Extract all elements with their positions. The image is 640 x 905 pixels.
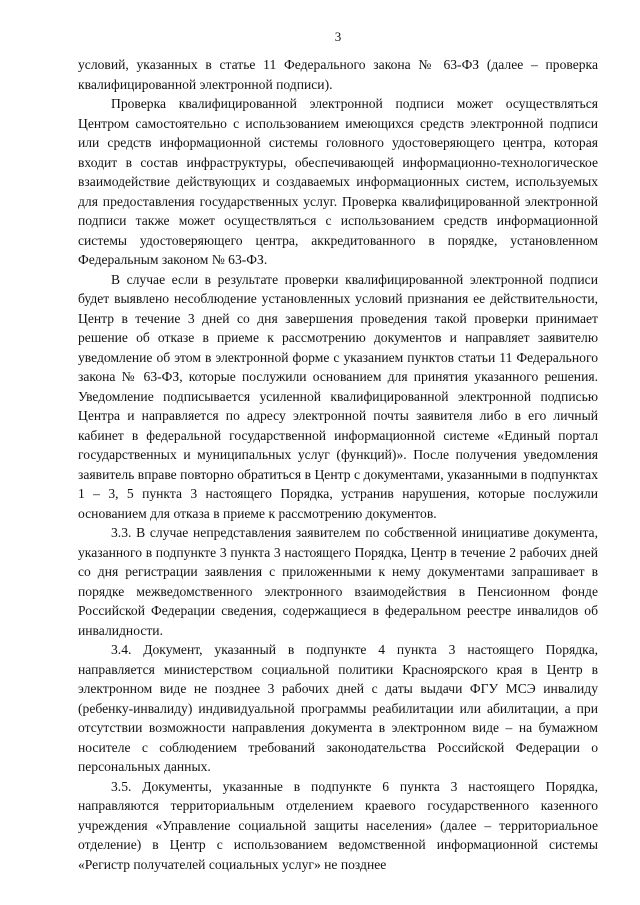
paragraph-3-4: 3.4. Документ, указанный в подпункте 4 пункта 3 настоящего Порядка, направляется министерством социальной политики Красноярского края в Центр в электронном виде не позднее 3 рабочих дней с даты выдачи ФГУ МСЭ инвалиду (ребенку-инвалиду) индивидуальной программы реабилитации или абилитации, а при отсутствии возможности направления документа в электронном виде – на бумажном носителе с соблюдением требований законодательства Российской Федерации о персональных данных. [78, 642, 598, 774]
paragraph-verification-failure: В случае если в результате проверки квалифицированной электронной подписи будет выявлено несоблюдение установленных условий признания ее действительности, Центр в течение 3 дней со дня завершения проведения такой проверки принимает решение об отказе в приеме к рассмотрению документов и направляет заявителю уведомление об этом в электронной форме с указанием пунктов статьи 11 Федерального закона № 63-ФЗ, которые послужили основанием для принятия указанного решения. Уведомление подписывается усиленной квалифицированной электронной подписью Центра и направляется по адресу электронной почты заявителя либо в его личный кабинет в федеральной государственной информационной системе «Единый портал государственных и муниципальных услуг (функций)». После получения уведомления заявитель вправе повторно обратиться в Центр с документами, указанными в подпунктах 1 – 3, 5 пункта 3 настоящего Порядка, устранив нарушения, которые послужили основанием для отказа в приеме к рассмотрению документов. [78, 271, 598, 521]
paragraph-continuation: условий, указанных в статье 11 Федерального закона № 63-ФЗ (далее – проверка квалифицированной электронной подписи). [78, 57, 598, 92]
paragraph-signature-verification: Проверка квалифицированной электронной подписи может осуществляться Центром самостоятельно с использованием имеющихся средств электронной подписи или средств информационной системы головного удостоверяющего центра, которая входит в состав инфраструктуры, обеспечивающей информационно-технологическое взаимодействие действующих и создаваемых информационных систем, используемых для предоставления государственных услуг. Проверка квалифицированной электронной подписи также может осуществляться с использованием средств информационной системы удостоверяющего центра, аккредитованного в порядке, установленном Федеральным законом № 63-ФЗ. [78, 96, 598, 267]
document-body [78, 55, 598, 874]
page-number: 3 [334, 29, 342, 44]
paragraph-3-3: 3.3. В случае непредставления заявителем по собственной инициативе документа, указанного в подпункте 3 пункта 3 настоящего Порядка, Центр в течение 2 рабочих дней со дня регистрации заявления с приложенными к нему документами запрашивает в порядке межведомственного электронного взаимодействия в Пенсионном фонде Российской Федерации сведения, содержащиеся в федеральном реестре инвалидов об инвалидности. [78, 525, 598, 638]
paragraph-3-5: 3.5. Документы, указанные в подпункте 6 пункта 3 настоящего Порядка, направляются территориальным отделением краевого государственного казенного учреждения «Управление социальной защиты населения» (далее – территориальное отделение) в Центр с использованием ведомственной информационной системы «Регистр получателей социальных услуг» не позднее [78, 778, 598, 872]
